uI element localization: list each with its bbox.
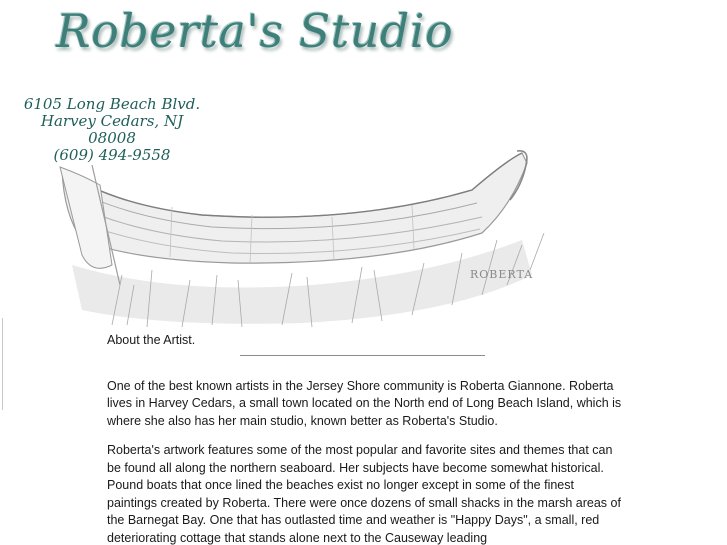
address-city-state: Harvey Cedars, NJ: [40, 112, 184, 130]
address-street: 6105 Long Beach Blvd.: [23, 95, 201, 113]
about-heading: About the Artist.: [107, 333, 196, 347]
address-zip: 08008: [88, 129, 136, 147]
heading-divider: [240, 355, 485, 356]
artist-signature: ROBERTA: [470, 268, 534, 281]
site-logo-title: Roberta's Studio: [56, 4, 454, 58]
about-paragraph-1: One of the best known artists in the Jersey Shore community is Roberta Giannone. Roberta lives in Harvey Cedars, a small town located on the North end of Long Beach Island, which is where she also has her main studio, known better as Roberta's Studio.: [107, 378, 622, 428]
main-content: [107, 332, 627, 545]
rowboat-sketch-image: [52, 145, 552, 330]
about-paragraph-2: Roberta's artwork features some of the most popular and favorite sites and themes that can be found all along the northern seaboard. Her subjects have become somewhat historical. Pound boats that once lined the beaches exist no longer except in some of the finest paintings created by Roberta. There were once dozens of small shacks in the marsh areas of the Barnegat Bay. One that has outlasted time and weather is "Happy Days", a small, red deteriorating cottage that stands alone next to the Causeway leading: [107, 443, 621, 545]
left-edge-divider: [2, 318, 3, 410]
address-phone: (609) 494-9558: [53, 146, 171, 164]
